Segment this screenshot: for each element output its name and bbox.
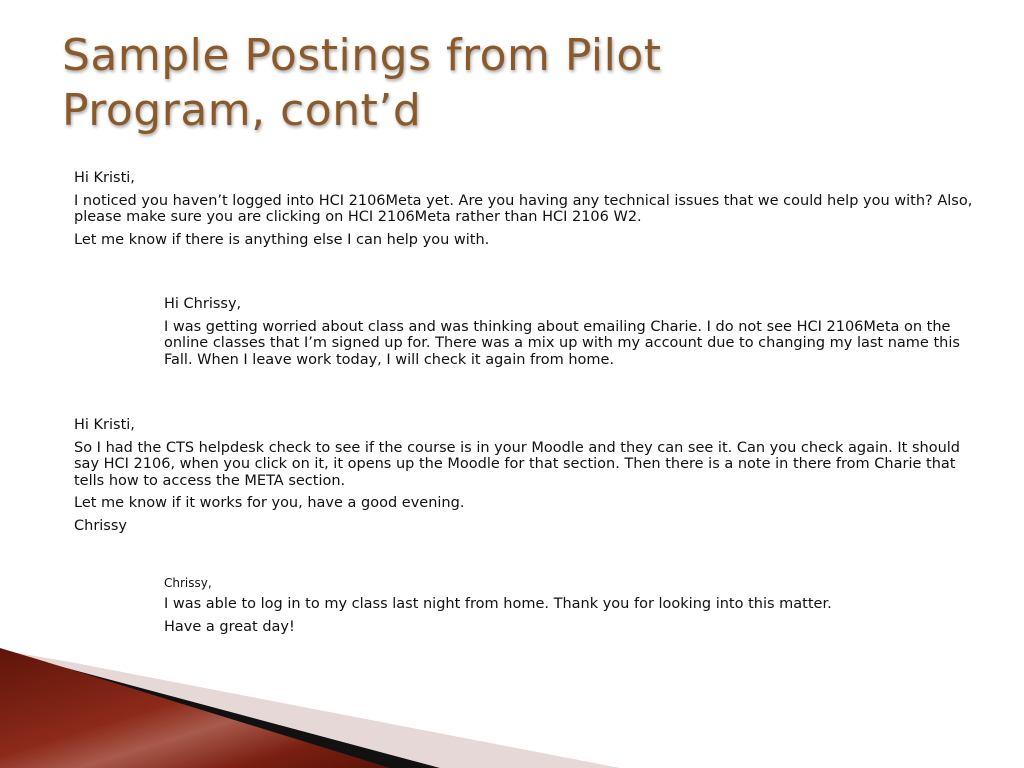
posting-4 — [164, 576, 984, 641]
posting-1 — [74, 170, 974, 254]
posting-greeting: Hi Kristi, — [74, 417, 135, 433]
posting-2 — [164, 296, 984, 374]
black-band — [0, 650, 440, 768]
posting-greeting: Chrissy, — [164, 576, 212, 590]
posting-body-line: Let me know if there is anything else I can help you with. — [74, 231, 490, 248]
posting-body-line: I was able to log in to my class last night from home. Thank you for looking into this matter. — [164, 596, 832, 612]
posting-greeting: Hi Chrissy, — [164, 296, 242, 312]
posting-body-line: So I had the CTS helpdesk check to see if the course is in your Moodle and they can see it. Can you check again. It should say HCI 2106, when you click on it, it opens up the Moodle for that section. Then there is a note in there from Charie that tells how to access the META section. — [74, 439, 961, 489]
posting-signature: Chrissy — [74, 517, 127, 534]
posting-3 — [74, 417, 974, 540]
posting-body-line: I was getting worried about class and was thinking about emailing Charie. I do not see HCI 2106Meta on the online classes that I’m signed up for. There was a mix up with my account due to changing my last name this Fall. When I leave work today, I will check it again from home. — [164, 318, 960, 368]
posting-body-line: I noticed you haven’t logged into HCI 2106Meta yet. Are you having any technical issues that we could help you with? Also, please make sure you are clicking on HCI 2106Meta rather than HCI 2106 W2. — [74, 192, 973, 225]
pink-band — [0, 650, 620, 768]
slide-title — [62, 28, 962, 138]
slide-title-line-1: Sample Postings from Pilot — [62, 30, 662, 81]
posting-greeting: Hi Kristi, — [74, 170, 135, 186]
posting-body-line: Let me know if it works for you, have a good evening. — [74, 495, 465, 511]
posting-body-line: Have a great day! — [164, 618, 295, 635]
maroon-band — [0, 648, 390, 768]
slide-title-line-2: Program, cont’d — [62, 85, 422, 136]
